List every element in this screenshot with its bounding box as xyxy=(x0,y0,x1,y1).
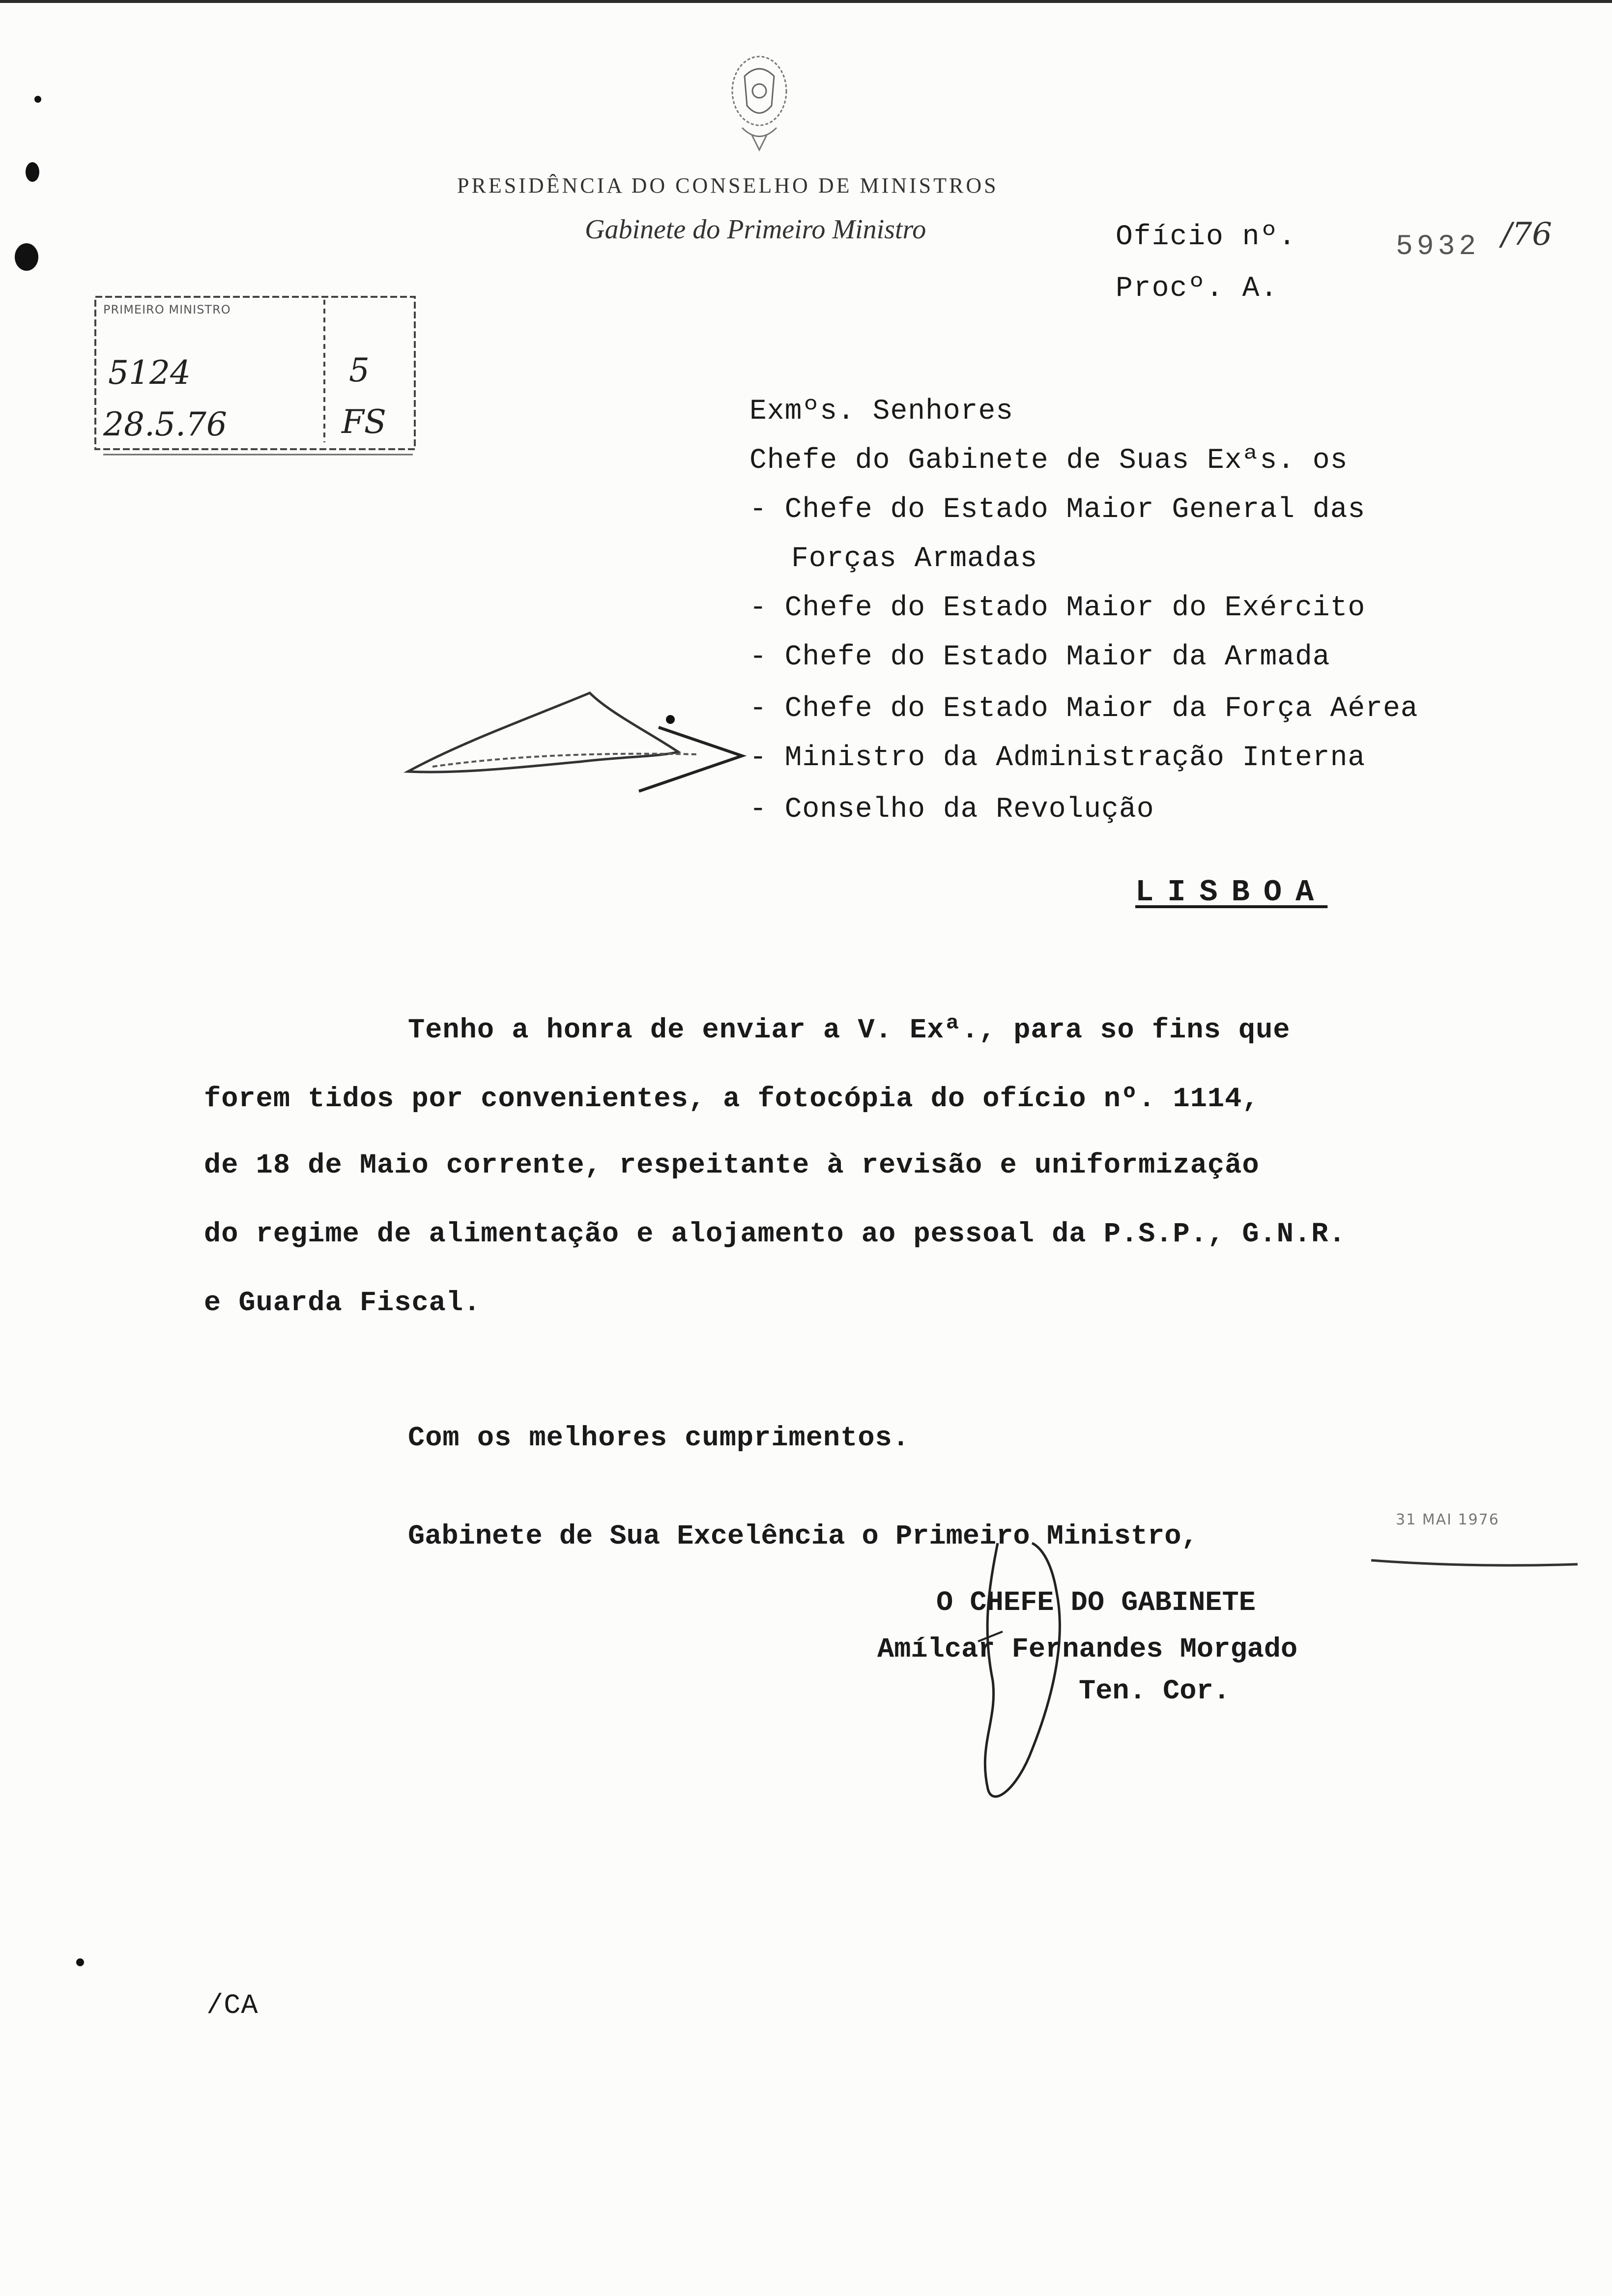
coat-of-arms-icon xyxy=(722,47,796,155)
addressee-item: - Chefe do Estado Maior da Armada xyxy=(749,641,1330,673)
oficio-number: 5932 xyxy=(1396,231,1480,263)
margin-mark xyxy=(34,96,41,103)
body-line: Tenho a honra de enviar a V. Exª., para so fins que xyxy=(408,1015,1291,1046)
margin-mark xyxy=(26,162,39,182)
addressee-intro: Chefe do Gabinete de Suas Exªs. os xyxy=(749,445,1348,477)
oficio-year: /76 xyxy=(1501,216,1552,253)
letterhead-subtitle: Gabinete do Primeiro Ministro xyxy=(585,214,926,245)
stamp-entry-date: 28.5.76 xyxy=(103,405,227,443)
addressee-item: - Conselho da Revolução xyxy=(749,794,1154,826)
stamp-initials: FS xyxy=(342,403,387,441)
received-stamp xyxy=(93,295,418,457)
oficio-label: Ofício nº. xyxy=(1116,221,1297,253)
stamp-header: PRIMEIRO MINISTRO xyxy=(103,303,231,316)
stamp-code: 5 xyxy=(349,351,370,389)
handwritten-signature xyxy=(958,1533,1086,1808)
signatory-title: O CHEFE DO GABINETE xyxy=(936,1587,1256,1619)
signatory-rank: Ten. Cor. xyxy=(1079,1676,1230,1707)
signatory-name: Amílcar Fernandes Morgado xyxy=(877,1634,1298,1665)
typist-reference: /CA xyxy=(206,1990,259,2022)
addressee-item: - Chefe do Estado Maior da Força Aérea xyxy=(749,693,1418,725)
addressee-item: - Chefe do Estado Maior do Exército xyxy=(749,592,1366,624)
date-stamp: 31 MAI 1976 xyxy=(1396,1511,1499,1528)
body-line: de 18 de Maio corrente, respeitante à revisão e uniformização xyxy=(204,1150,1260,1181)
stamp-entry-number: 5124 xyxy=(108,354,191,392)
margin-mark xyxy=(15,243,38,271)
body-line: e Guarda Fiscal. xyxy=(204,1288,481,1319)
city-lisboa: LISBOA xyxy=(1135,875,1328,910)
office-line: Gabinete de Sua Excelência o Primeiro Ministro, xyxy=(408,1521,1198,1552)
top-border xyxy=(0,0,1612,3)
processo-reference: Procº. A. xyxy=(1116,273,1279,305)
closing-line: Com os melhores cumprimentos. xyxy=(408,1423,910,1454)
addressee-item: - Ministro da Administração Interna xyxy=(749,742,1366,774)
body-line: do regime de alimentação e alojamento ao pessoal da P.S.P., G.N.R. xyxy=(204,1219,1346,1250)
margin-mark xyxy=(76,1958,84,1966)
letterhead-title: PRESIDÊNCIA DO CONSELHO DE MINISTROS xyxy=(457,173,999,198)
body-line: forem tidos por convenientes, a fotocópia do ofício nº. 1114, xyxy=(204,1084,1260,1115)
salutation: Exmºs. Senhores xyxy=(749,396,1014,428)
addressee-item: - Chefe do Estado Maior General das xyxy=(749,494,1366,526)
addressee-item: Forças Armadas xyxy=(791,543,1038,575)
arrow-icon xyxy=(403,673,747,801)
date-underline xyxy=(1371,1555,1583,1570)
